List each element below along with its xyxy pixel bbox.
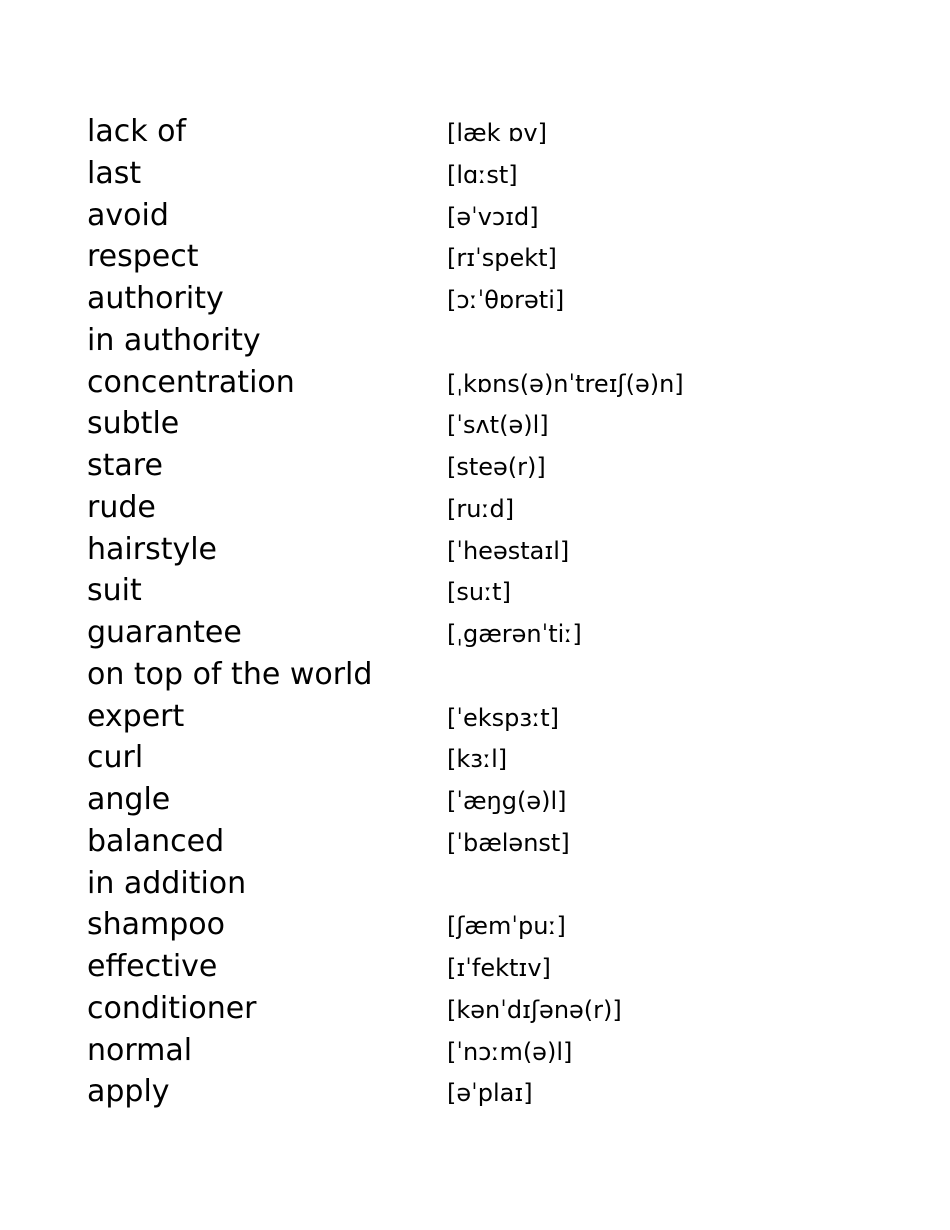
- vocab-word: suit: [87, 573, 142, 609]
- vocab-word: stare: [87, 448, 163, 483]
- vocab-word: expert: [87, 698, 185, 734]
- vocab-row: [87, 445, 684, 487]
- vocab-pronunciation: [ʃæmˈpuː]: [447, 912, 566, 941]
- vocab-row: [87, 1030, 684, 1072]
- vocab-row: [87, 529, 684, 571]
- vocab-row: [87, 153, 684, 195]
- vocab-word: curl: [87, 740, 144, 776]
- vocab-word: angle: [87, 782, 171, 817]
- vocabulary-list: [87, 111, 684, 1113]
- vocab-pronunciation: [ˌgærənˈtiː]: [447, 620, 582, 648]
- vocab-row: [87, 570, 684, 612]
- vocab-pronunciation: [ˈnɔːm(ə)l]: [447, 1037, 573, 1066]
- vocab-word: rude: [87, 489, 156, 525]
- vocab-word: in authority: [87, 322, 261, 358]
- vocab-row: [87, 821, 684, 863]
- vocab-word: normal: [87, 1032, 193, 1068]
- vocab-row: [87, 236, 684, 278]
- vocab-word: respect: [87, 239, 199, 275]
- vocab-pronunciation: [ˈæŋg(ə)l]: [447, 787, 567, 815]
- vocab-row: [87, 863, 684, 905]
- vocab-word: last: [87, 155, 142, 191]
- vocab-word: on top of the world: [87, 656, 373, 692]
- vocab-word: in addition: [87, 865, 247, 901]
- vocab-word: authority: [87, 281, 224, 316]
- vocab-pronunciation: [kənˈdɪʃənə(r)]: [447, 995, 622, 1024]
- vocab-pronunciation: [kɜːl]: [447, 745, 508, 774]
- vocab-pronunciation: [əˈplaɪ]: [447, 1079, 533, 1108]
- vocab-row: [87, 946, 684, 988]
- vocab-pronunciation: [ɪˈfektɪv]: [447, 954, 551, 982]
- vocab-row: [87, 403, 684, 445]
- vocab-word: conditioner: [87, 990, 257, 1026]
- vocab-pronunciation: [ˈheəstaɪl]: [447, 536, 570, 565]
- vocab-pronunciation: [ruːd]: [447, 494, 515, 523]
- vocab-row: [87, 696, 684, 738]
- vocab-row: [87, 612, 684, 654]
- vocab-word: avoid: [87, 197, 169, 233]
- vocab-pronunciation: [rɪˈspekt]: [447, 244, 557, 273]
- vocab-row: [87, 654, 684, 696]
- vocab-row: [87, 737, 684, 779]
- vocab-pronunciation: [lɑːst]: [447, 160, 518, 189]
- vocab-row: [87, 487, 684, 529]
- vocab-row: [87, 1071, 684, 1113]
- vocab-pronunciation: [əˈvɔɪd]: [447, 202, 539, 231]
- vocab-word: balanced: [87, 823, 225, 859]
- vocab-pronunciation: [ɔːˈθɒrəti]: [447, 286, 565, 314]
- vocab-pronunciation: [suːt]: [447, 578, 511, 607]
- vocab-word: apply: [87, 1074, 170, 1110]
- vocab-pronunciation: [ˈbælənst]: [447, 828, 570, 857]
- vocab-word: shampoo: [87, 907, 226, 943]
- vocab-row: [87, 278, 684, 320]
- vocab-row: [87, 362, 684, 404]
- vocab-pronunciation: [ˈekspɜːt]: [447, 703, 559, 732]
- vocab-pronunciation: [ˈsʌt(ə)l]: [447, 411, 549, 440]
- vocab-word: lack of: [87, 114, 187, 149]
- vocab-row: [87, 111, 684, 153]
- vocab-word: effective: [87, 949, 218, 984]
- vocab-word: guarantee: [87, 615, 242, 650]
- vocab-row: [87, 195, 684, 237]
- vocab-row: [87, 988, 684, 1030]
- vocab-word: hairstyle: [87, 531, 218, 567]
- vocab-row: [87, 779, 684, 821]
- vocab-word: subtle: [87, 406, 180, 442]
- vocab-word: concentration: [87, 364, 295, 400]
- vocab-pronunciation: [ˌkɒns(ə)nˈtreɪʃ(ə)n]: [447, 369, 684, 398]
- vocab-row: [87, 320, 684, 362]
- vocab-pronunciation: [steə(r)]: [447, 453, 546, 481]
- vocab-row: [87, 904, 684, 946]
- vocab-pronunciation: [læk ɒv]: [447, 119, 547, 147]
